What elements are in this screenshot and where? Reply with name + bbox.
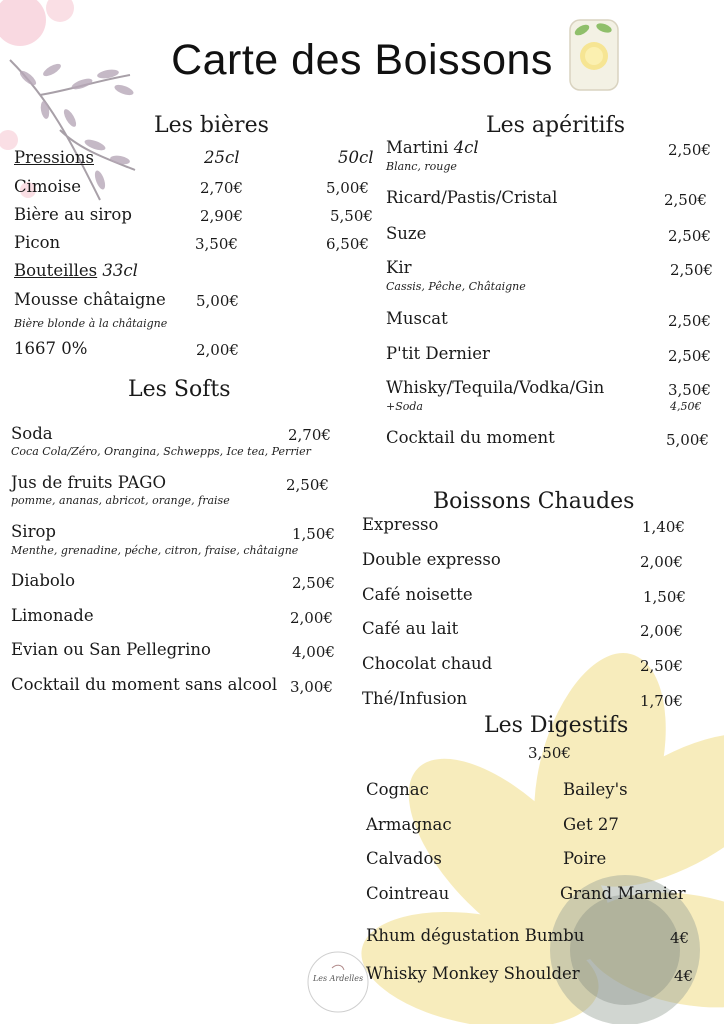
soft-name: Jus de fruits PAGO bbox=[11, 473, 166, 492]
digestif-right: Get 27 bbox=[563, 815, 619, 834]
biere-price-25: 2,70€ bbox=[200, 179, 243, 197]
aperitifs-heading: Les apéritifs bbox=[486, 113, 625, 138]
aperitif-name: Martini bbox=[386, 138, 449, 157]
soft-name: Evian ou San Pellegrino bbox=[11, 640, 211, 659]
digestif-right: Grand Marnier bbox=[560, 884, 686, 903]
page-title: Carte des Boissons bbox=[171, 36, 553, 84]
soft-price: 2,50€ bbox=[286, 476, 329, 494]
bottle-name: 1667 0% bbox=[14, 339, 88, 358]
aperitif-name: Whisky/Tequila/Vodka/Gin bbox=[386, 378, 605, 397]
aperitif-name: Kir bbox=[386, 258, 412, 277]
digestif-special-price: 4€ bbox=[670, 929, 690, 947]
softs-heading: Les Softs bbox=[128, 377, 231, 402]
logo-text: Les Ardelles bbox=[312, 974, 364, 983]
soft-price: 3,00€ bbox=[290, 678, 333, 696]
chaude-name: Double expresso bbox=[362, 550, 501, 569]
bieres-heading: Les bières bbox=[154, 113, 269, 138]
chaude-price: 1,40€ bbox=[642, 518, 685, 536]
biere-price-50: 6,50€ bbox=[326, 235, 369, 253]
biere-price-25: 3,50€ bbox=[195, 235, 238, 253]
biere-name: Bière au sirop bbox=[14, 205, 132, 224]
soft-name: Sirop bbox=[11, 522, 56, 541]
aperitif-name: Suze bbox=[386, 224, 427, 243]
soft-price: 2,00€ bbox=[290, 609, 333, 627]
biere-price-50: 5,50€ bbox=[330, 207, 373, 225]
bouteilles-row bbox=[14, 261, 138, 280]
aperitif-desc: Cassis, Pêche, Châtaigne bbox=[386, 280, 526, 293]
soft-price: 4,00€ bbox=[292, 643, 335, 661]
digestif-right: Bailey's bbox=[563, 780, 628, 799]
digestif-special-name: Whisky Monkey Shoulder bbox=[366, 964, 580, 983]
digestif-right: Poire bbox=[563, 849, 607, 868]
bottle-name: Mousse châtaigne bbox=[14, 290, 166, 309]
digestifs-heading: Les Digestifs bbox=[484, 713, 629, 738]
aperitif-price: 2,50€ bbox=[668, 141, 711, 159]
aperitif-price: 3,50€ bbox=[668, 381, 711, 399]
bottle-desc: Bière blonde à la châtaigne bbox=[14, 317, 168, 330]
aperitif-price: 2,50€ bbox=[668, 227, 711, 245]
chaude-price: 1,50€ bbox=[643, 588, 686, 606]
chaude-name: Chocolat chaud bbox=[362, 654, 493, 673]
soft-desc: Menthe, grenadine, péche, citron, fraise, châtaigne bbox=[11, 544, 299, 557]
soft-name: Cocktail du moment sans alcool bbox=[11, 675, 278, 694]
aperitif-desc: +Soda bbox=[386, 400, 423, 413]
chaude-price: 2,00€ bbox=[640, 622, 683, 640]
aperitif-price: 2,50€ bbox=[664, 191, 707, 209]
soft-desc: pomme, ananas, abricot, orange, fraise bbox=[11, 494, 230, 507]
chaudes-heading: Boissons Chaudes bbox=[433, 489, 635, 514]
bottle-price: 2,00€ bbox=[196, 341, 239, 359]
digestifs-price: 3,50€ bbox=[528, 744, 571, 762]
chaude-name: Café au lait bbox=[362, 619, 459, 638]
col-50cl: 50cl bbox=[338, 148, 374, 167]
soft-price: 2,50€ bbox=[292, 574, 335, 592]
digestif-left: Cointreau bbox=[366, 884, 450, 903]
aperitif-row bbox=[386, 138, 479, 157]
bottle-price: 5,00€ bbox=[196, 292, 239, 310]
aperitif-price: 2,50€ bbox=[670, 261, 713, 279]
biere-price-50: 5,00€ bbox=[326, 179, 369, 197]
soft-name: Limonade bbox=[11, 606, 94, 625]
aperitif-size: 4cl bbox=[453, 138, 479, 157]
aperitif-price: 2,50€ bbox=[668, 312, 711, 330]
soft-price: 1,50€ bbox=[292, 525, 335, 543]
aperitif-name: Cocktail du moment bbox=[386, 428, 555, 447]
digestif-left: Armagnac bbox=[366, 815, 452, 834]
chaude-name: Expresso bbox=[362, 515, 439, 534]
soft-name: Soda bbox=[11, 424, 53, 443]
aperitif-desc: Blanc, rouge bbox=[386, 160, 457, 173]
bouteilles-size: 33cl bbox=[102, 261, 138, 280]
pressions-label: Pressions bbox=[14, 148, 94, 167]
biere-name: Cimoise bbox=[14, 177, 81, 196]
digestif-special-price: 4€ bbox=[674, 967, 694, 985]
aperitif-name: Ricard/Pastis/Cristal bbox=[386, 188, 558, 207]
chaude-price: 2,50€ bbox=[640, 657, 683, 675]
chaude-price: 2,00€ bbox=[640, 553, 683, 571]
aperitif-price: 2,50€ bbox=[668, 347, 711, 365]
aperitif-price: 5,00€ bbox=[666, 431, 709, 449]
digestif-special-name: Rhum dégustation Bumbu bbox=[366, 926, 585, 945]
chaude-name: Thé/Infusion bbox=[362, 689, 468, 708]
biere-price-25: 2,90€ bbox=[200, 207, 243, 225]
digestif-left: Calvados bbox=[366, 849, 442, 868]
aperitif-price-soda: 4,50€ bbox=[670, 400, 702, 413]
soft-price: 2,70€ bbox=[288, 426, 331, 444]
digestif-left: Cognac bbox=[366, 780, 429, 799]
aperitif-name: Muscat bbox=[386, 309, 448, 328]
aperitif-name: P'tit Dernier bbox=[386, 344, 490, 363]
chaude-price: 1,70€ bbox=[640, 692, 683, 710]
col-25cl: 25cl bbox=[204, 148, 240, 167]
biere-name: Picon bbox=[14, 233, 61, 252]
soft-desc: Coca Cola/Zéro, Orangina, Schwepps, Ice tea, Perrier bbox=[11, 445, 311, 458]
chaude-name: Café noisette bbox=[362, 585, 473, 604]
bouteilles-label: Bouteilles bbox=[14, 261, 98, 280]
soft-name: Diabolo bbox=[11, 571, 76, 590]
